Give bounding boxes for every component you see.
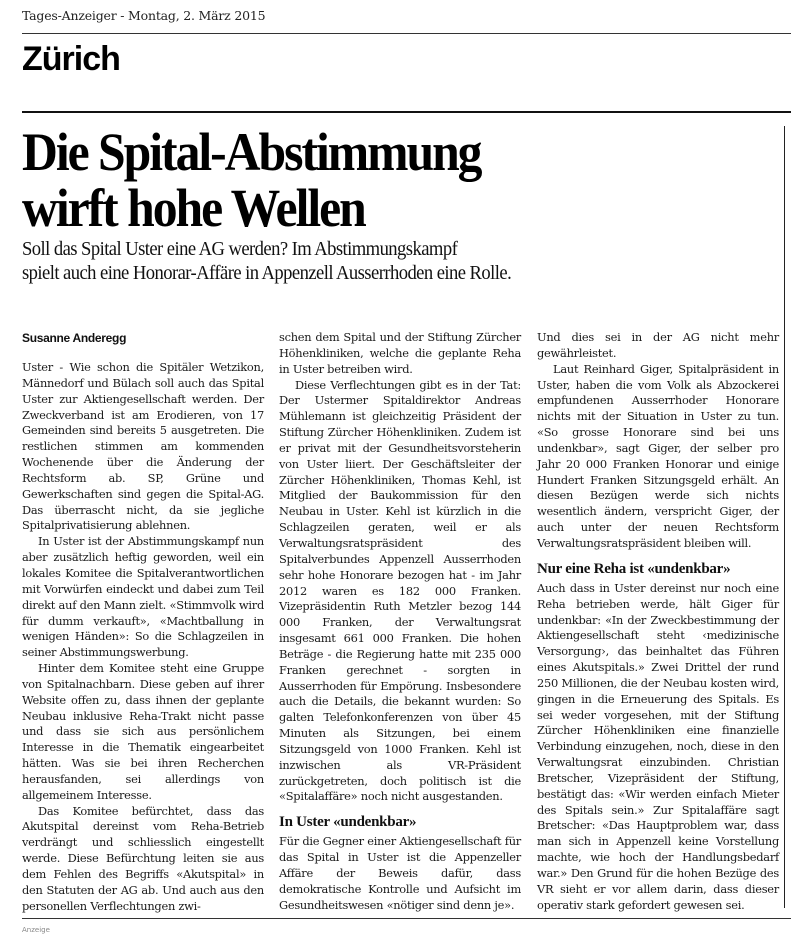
paragraph: Diese Verflechtungen gibt es in der Tat: Der Ustermer Spitaldirektor Andreas Mühlemann ist gleichzeitig Präsident der Stiftung Zürcher Höhenkliniken. Zudem ist er privat mit der Gesundheitsvorsteherin von Uster liiert. Der Geschäftsleiter der Zürcher Höhenkliniken, Thomas Kehl, ist Mitglied der Baukommission für den Neubau in Uster. Kehl ist kürzlich in die Schlagzeilen geraten, weil er als Verwaltungsratspräsident des Spitalverbundes Appenzell Ausserrhoden sehr hohe Honorare bezogen hat - im Jahr 2012 waren es 182 000 Franken. Vizepräsidentin Ruth Metzler bezog 144 000 Franken, der Verwaltungsrat insgesamt 661 000 Franken. Die hohen Beträge - die Regierung hatte mit 235 000 Franken gerechnet - sorgten in Ausserrhoden für Empörung. Insbesondere auch die Details, die bekannt wurden: So galten Telefonkonferenzen von über 45 Minuten als Sitzungen, bei einem Sitzungsgeld von 1000 Franken. Kehl ist inzwischen als VR-Präsident zurückgetreten, doch politisch ist die «Spitalaffäre» noch nicht ausgestanden. <box>279 377 521 804</box>
masthead: Tages-Anzeiger - Montag, 2. März 2015 <box>22 8 266 23</box>
paragraph: In Uster ist der Abstimmungskampf nun aber zusätzlich heftig geworden, weil ein lokales Komitee die Spitalverantwortlichen mit Vorwürfen eindeckt und dabei zum Teil direkt auf den Mann zielt. «Stimmvolk wird für dumm verkauft», «Machtballung in wenigen Händen»: So die Schlagzeilen in seiner Abstimmungswerbung. <box>22 534 264 660</box>
paragraph: Laut Reinhard Giger, Spitalpräsident in Uster, haben die vom Volk als Abzockerei empfundenen Ausserrhoder Honorare nichts mit der Situation in Uster zu tun. «So grosse Honorare sind bei uns undenkbar», sagt Giger, der selber pro Jahr 20 000 Franken Honorar und einige Hundert Franken Sitzungsgeld erhält. An diesen Bezügen werde sich nichts wesentlich ändern, verspricht Giger, der auch unter der neuen Rechtsform Verwaltungsratspräsident bleiben will. <box>537 361 779 550</box>
lead-line-1: Soll das Spital Uster eine AG werden? Im Abstimmungskampf <box>22 238 458 260</box>
headline-line-1: Die Spital-Abstimmung <box>22 122 481 182</box>
divider-section <box>22 111 791 113</box>
paragraph: Hinter dem Komitee steht eine Gruppe von Spitalnachbarn. Diese geben auf ihrer Website offen zu, dass ihnen der geplante Neubau inklusive Reha-Trakt nicht passe und dass sie sich aus persönlichem Interesse in die Thematik eingearbeitet hätten. Was sie bei ihren Recherchen herausfanden, sei allerdings von allgemeinem Interesse. <box>22 661 264 802</box>
paragraph: schen dem Spital und der Stiftung Zürcher Höhenkliniken, welche die geplante Reha in Uster betreiben wird. <box>279 330 521 376</box>
divider-bottom <box>22 918 791 919</box>
lead-line-2: spielt auch eine Honorar-Affäre in Appenzell Ausserrhoden eine Rolle. <box>22 262 512 284</box>
subheading: In Uster «undenkbar» <box>279 814 417 831</box>
paragraph: Für die Gegner einer Aktiengesellschaft für das Spital in Uster ist die Appenzeller Affäre der Beweis dafür, dass demokratische Kontrolle und Aufsicht im Gesundheitswesen «nötiger sind denn je». <box>279 834 521 912</box>
ad-label: Anzeige <box>22 926 50 934</box>
article-column-2 <box>279 330 521 914</box>
headline <box>22 124 703 236</box>
paragraph: Auch dass in Uster dereinst nur noch eine Reha betrieben werde, hält Giger für undenkbar: «In der Zweckbestimmung der Aktiengesellschaft steht ‹medizinische Versorgung›, das beinhaltet das Führen eines Akutspitals.» Zwei Drittel der rund 250 Millionen, die der Neubau kosten wird, gingen in die Erneuerung des Spitals. Es sei weder vorgesehen, mit der Stiftung Zürcher Höhenkliniken eine finanzielle Verbindung einzugehen, noch, diese in den Verwaltungsrat einzubinden. Christian Bretscher, Vizepräsident der Stiftung, bestätigt das: «Wir werden einfach Mieter des Spitals sein.» Zur Spitalaffäre sagt Bretscher: «Das Hauptproblem war, dass man sich in Appenzell keine Vorstellung machte, wie hoch der Handlungsbedarf war.» Den Grund für die hohen Bezüge des VR sieht er vor allem darin, dass dieser operativ stark gefordert gewesen sei. <box>537 580 779 912</box>
article-column-1 <box>22 330 264 915</box>
paragraph: Uster - Wie schon die Spitäler Wetzikon, Männedorf und Bülach soll auch das Spital Uster zur Aktiengesellschaft werden. Der Zweckverband ist am Erodieren, von 17 Gemeinden sind bereits 5 ausgetreten. Die restlichen stimmen am kommenden Wochenende über die Änderung der Rechtsform ab. SP, Grüne und Gewerkschaften sind gegen die Spital-AG. Das überrascht nicht, da sie jegliche Spitalprivatisierung ablehnen. <box>22 360 264 533</box>
section-title: Zürich <box>22 40 120 78</box>
paragraph: Und dies sei in der AG nicht mehr gewährleistet. <box>537 330 779 360</box>
paragraph: Das Komitee befürchtet, dass das Akutspital dereinst vom Reha-Betrieb verdrängt und schliesslich eingestellt werde. Diese Befürchtung leiten sie aus dem Fehlen des Begriffs «Akutspital» in den Statuten der AG ab. Und auch aus den personellen Verflechtungen zwi- <box>22 803 264 913</box>
byline: Susanne Anderegg <box>22 331 127 345</box>
headline-line-2: wirft hohe Wellen <box>22 178 365 238</box>
divider-top <box>22 33 791 34</box>
article-column-3 <box>537 330 779 914</box>
divider-vertical <box>784 126 785 908</box>
subheading: Nur eine Reha ist «undenkbar» <box>537 560 731 577</box>
lead <box>22 237 729 285</box>
